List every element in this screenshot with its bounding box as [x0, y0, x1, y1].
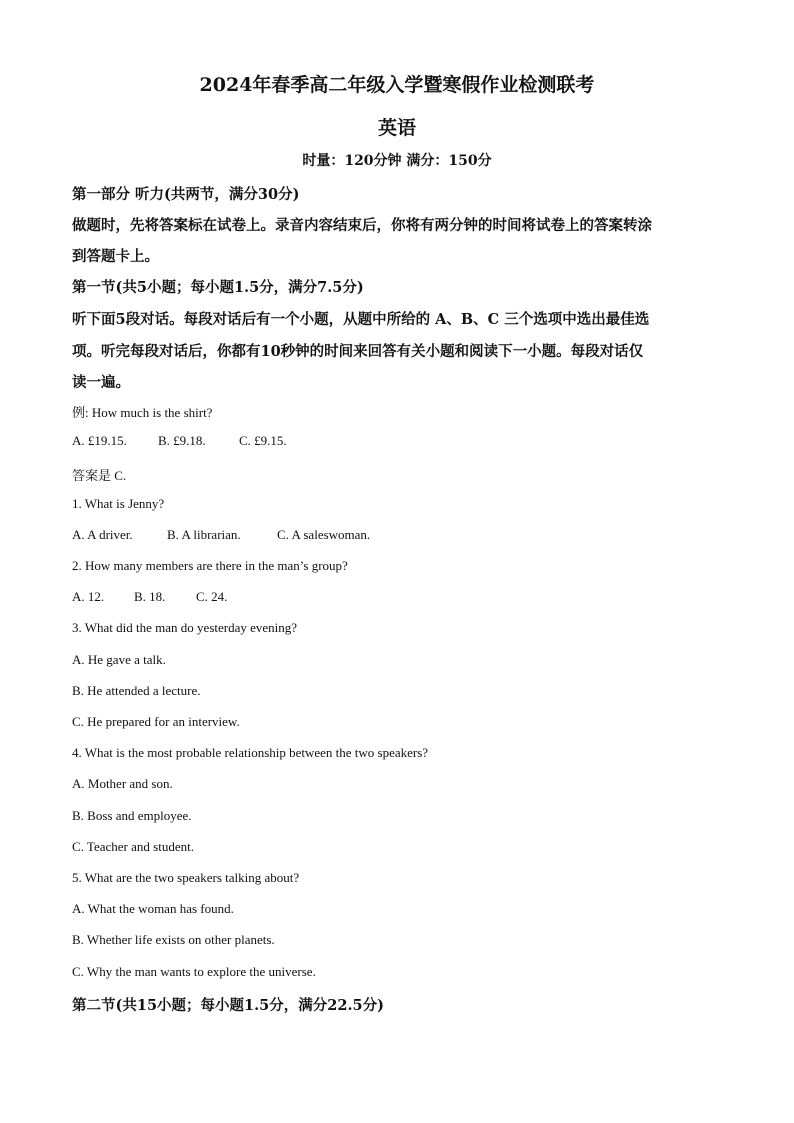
section1-heading: 第一节(共5小题；每小题1.5分，满分7.5分) — [72, 279, 364, 296]
q5-option-a: A. What the woman has found. — [72, 901, 234, 916]
section1-instructions-line2: 项。听完每段对话后，你都有10秒钟的时间来回答有关小题和阅读下一小题。每段对话仅 — [72, 343, 644, 360]
question-2-options — [72, 589, 227, 605]
part1-instructions-line1: 做题时，先将答案标在试卷上。录音内容结束后，你将有两分钟的时间将试卷上的答案转涂 — [72, 217, 652, 234]
q4-option-a: A. Mother and son. — [72, 776, 173, 791]
part1-heading: 第一部分 听力(共两节，满分30分) — [72, 186, 300, 203]
example-option-a: A. £19.15. — [72, 433, 127, 448]
q3-option-a: A. He gave a talk. — [72, 652, 166, 667]
q2-option-a: A. 12. — [72, 589, 105, 604]
q2-option-b: B. 18. — [134, 589, 166, 604]
q4-option-c: C. Teacher and student. — [72, 839, 194, 854]
q1-option-a: A. A driver. — [72, 527, 133, 542]
section1-instructions-line3: 读一遍。 — [72, 374, 130, 391]
section1-instructions-line1: 听下面5段对话。每段对话后有一个小题，从题中所给的 A、B、C 三个选项中选出最佳选 — [72, 311, 650, 328]
example-option-c: C. £9.15. — [239, 433, 287, 448]
example-option-b: B. £9.18. — [158, 433, 206, 448]
q4-option-b: B. Boss and employee. — [72, 808, 192, 823]
exam-time-score: 时量：120分钟 满分：150分 — [302, 153, 492, 169]
q5-option-b: B. Whether life exists on other planets. — [72, 932, 275, 947]
question-5: 5. What are the two speakers talking about? — [72, 870, 300, 885]
example-question: 例: How much is the shirt? — [72, 405, 213, 420]
q3-option-c: C. He prepared for an interview. — [72, 714, 240, 729]
exam-title: 2024年春季高二年级入学暨寒假作业检测联考 — [199, 74, 595, 96]
question-1: 1. What is Jenny? — [72, 496, 165, 511]
q1-option-c: C. A saleswoman. — [277, 527, 371, 542]
question-1-options — [72, 527, 370, 543]
example-answer: 答案是 C. — [72, 468, 127, 483]
question-4: 4. What is the most probable relationship between the two speakers? — [72, 745, 429, 760]
part1-instructions-line2: 到答题卡上。 — [72, 248, 159, 265]
q5-option-c: C. Why the man wants to explore the universe. — [72, 964, 316, 979]
exam-subject: 英语 — [377, 117, 416, 139]
question-3: 3. What did the man do yesterday evening? — [72, 620, 298, 635]
section2-heading: 第二节(共15小题；每小题1.5分，满分22.5分) — [72, 997, 384, 1014]
q2-option-c: C. 24. — [196, 589, 228, 604]
q3-option-b: B. He attended a lecture. — [72, 683, 201, 698]
question-2: 2. How many members are there in the man’s group? — [72, 558, 348, 573]
q1-option-b: B. A librarian. — [167, 527, 241, 542]
example-options — [72, 433, 287, 449]
